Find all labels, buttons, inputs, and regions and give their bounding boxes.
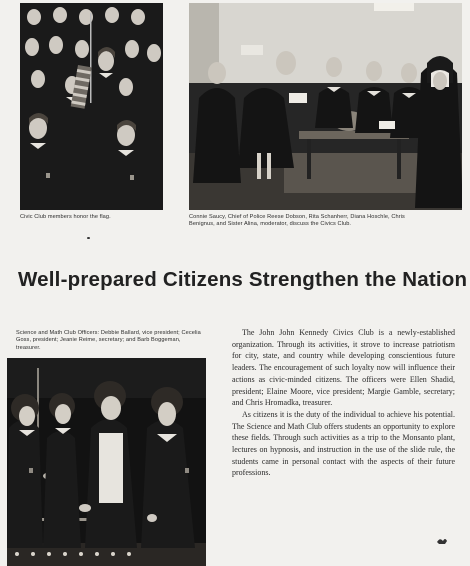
corner-ornament xyxy=(436,536,448,546)
body-paragraph: The John John Kennedy Civics Club is a newly-established organization. Through its activities, it strove to increase patriotism for city, state, and country while developing conscientious future leaders. The encouragement of such loyalty now will influence their actions as civic-minded citizens. The officers were Ellen Shadid, president; Elaine Moore, vice president; Margie Gamble, secretary; and Chris Hromadka, treasurer. xyxy=(232,328,455,408)
science-math-caption: Science and Math Club Officers: Debbie Ballard, vice president; Cecelia Goss, president; Jeanie Reime, secretary; and Barb Boggeman, treasurer. xyxy=(16,330,201,351)
page-headline: Well-prepared Citizens Strengthen the Nation xyxy=(18,268,468,291)
body-paragraph: As citizens it is the duty of the individual to achieve his potential. The Science and Math Club offers students an opportunity to explore these fields. Through such activities as a trip to the Monsanto plant, lectures on hypnosis, and instruction in the use of the slide rule, the students came in personal contact with the aspects of their future professions. xyxy=(232,409,455,478)
civics-discussion-caption: Connie Saucy, Chief of Police Reese Dobson, Rita Schanherr, Diana Hoschle, Chris Benignus, and Sister Alina, moderator, discuss the Civics Club. xyxy=(189,214,405,228)
civic-flag-caption: Civic Club members honor the flag. xyxy=(20,214,111,220)
science-math-officers-photo xyxy=(7,358,206,566)
page-mark xyxy=(87,237,90,239)
civics-discussion-photo xyxy=(189,3,462,210)
civic-club-flag-photo xyxy=(20,3,163,210)
article-body xyxy=(232,327,455,479)
